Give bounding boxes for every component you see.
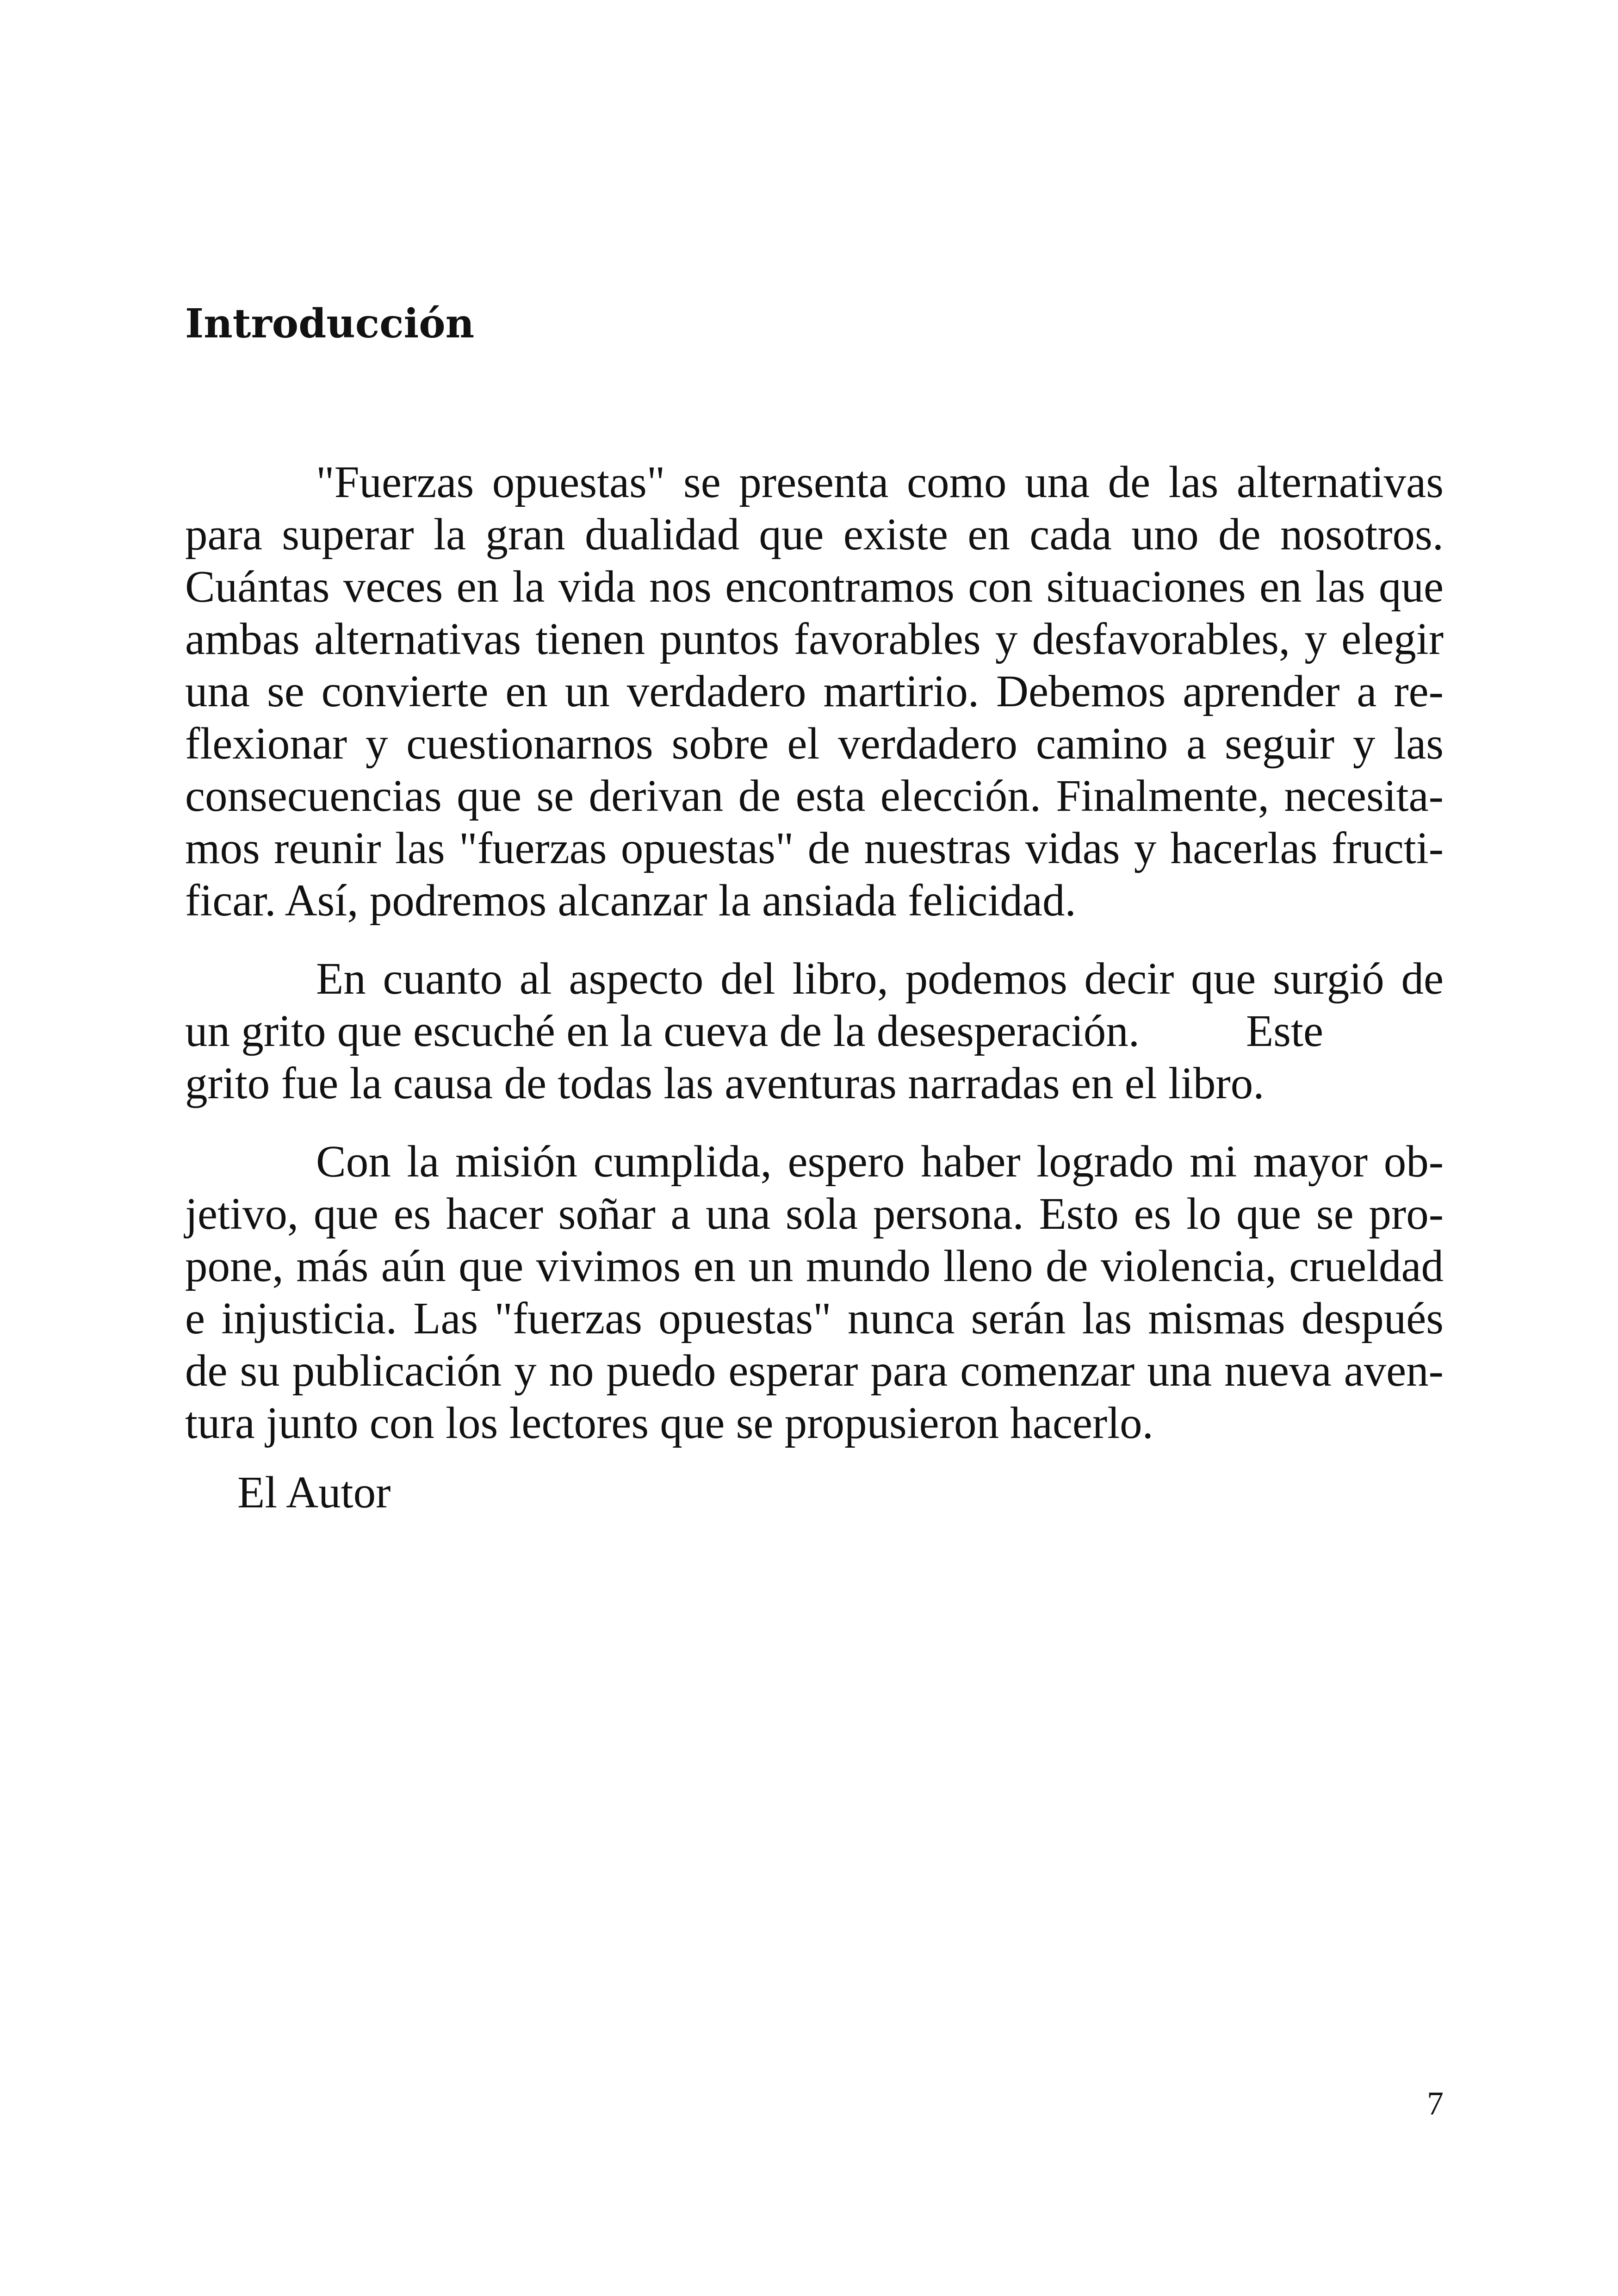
paragraph-2 <box>185 952 1444 1109</box>
chapter-heading: Introducción <box>185 300 475 347</box>
paragraph-1 <box>185 456 1444 927</box>
text-line: Cuántas veces en la vida nos encontramos con situaciones en las que <box>185 562 1444 611</box>
text-line: Con la misión cumplida, espero haber logrado mi mayor ob- <box>316 1137 1444 1186</box>
text-line: pone, más aún que vivimos en un mundo lleno de violencia, crueldad <box>185 1241 1444 1291</box>
text-fragment: Este <box>1246 1006 1324 1056</box>
text-line: tura junto con los lectores que se propusieron hacerlo. <box>185 1398 1153 1448</box>
text-line: En cuanto al aspecto del libro, podemos decir que surgió de <box>316 954 1444 1003</box>
text-line: "Fuerzas opuestas" se presenta como una de las alternativas <box>316 457 1444 507</box>
text-line: de su publicación y no puedo esperar para comenzar una nueva aven- <box>185 1346 1444 1395</box>
text-fragment: un grito que escuché en la cueva de la desesperación. <box>185 1006 1140 1056</box>
page-number: 7 <box>1427 2085 1444 2122</box>
text-line: consecuencias que se derivan de esta elección. Finalmente, necesita- <box>185 771 1444 821</box>
text-line: ambas alternativas tienen puntos favorables y desfavorables, y elegir <box>185 614 1444 664</box>
text-line: jetivo, que es hacer soñar a una sola persona. Esto es lo que se pro- <box>185 1189 1444 1238</box>
text-line: ficar. Así, podremos alcanzar la ansiada felicidad. <box>185 876 1076 925</box>
text-line-with-gap <box>185 1005 1444 1057</box>
body-text <box>185 456 1444 1475</box>
text-line: grito fue la causa de todas las aventuras narradas en el libro. <box>185 1058 1265 1108</box>
text-line: mos reunir las "fuerzas opuestas" de nuestras vidas y hacerlas fructi- <box>185 823 1444 873</box>
paragraph-3 <box>185 1135 1444 1449</box>
text-line: una se convierte en un verdadero martirio. Debemos aprender a re- <box>185 666 1444 716</box>
text-line: flexionar y cuestionarnos sobre el verdadero camino a seguir y las <box>185 719 1444 768</box>
text-line: para superar la gran dualidad que existe en cada uno de nosotros. <box>185 510 1444 559</box>
author-signature: El Autor <box>237 1468 391 1517</box>
text-line: e injusticia. Las "fuerzas opuestas" nunca serán las mismas después <box>185 1294 1444 1343</box>
